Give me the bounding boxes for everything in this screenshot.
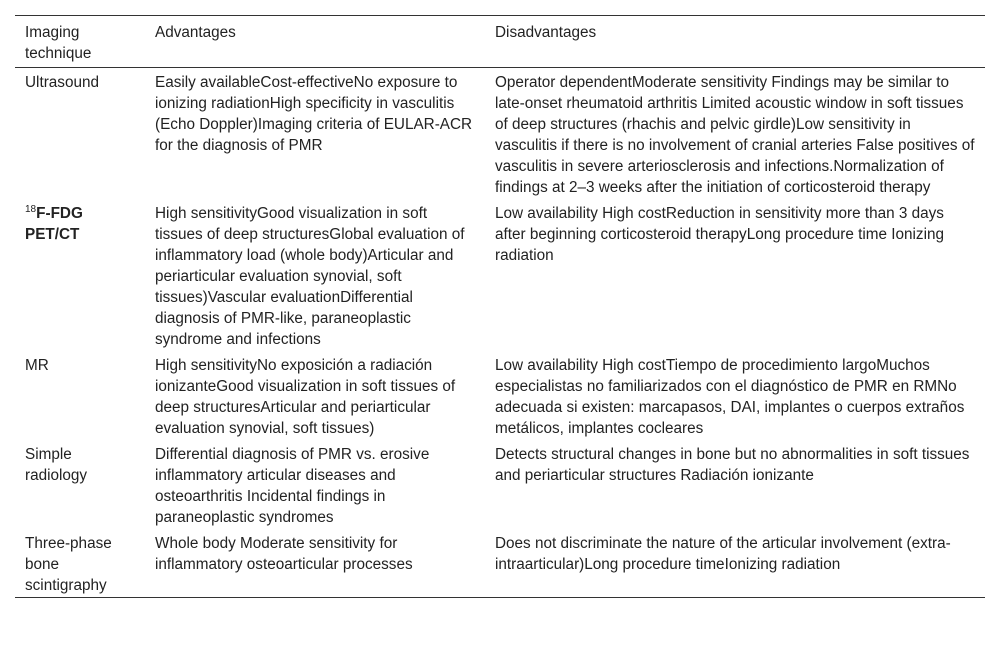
table-row bbox=[15, 68, 985, 200]
imaging-comparison-table bbox=[15, 15, 985, 598]
header-row bbox=[15, 16, 985, 68]
technique-cell bbox=[15, 199, 145, 351]
table-row bbox=[15, 351, 985, 440]
technique-cell: MR bbox=[25, 357, 49, 374]
disadvantages-cell: Low availability High costReduction in sensitivity more than 3 days after beginning corticosteroid therapyLong procedure time Ionizing radiation bbox=[495, 205, 944, 264]
header-technique: Imaging technique bbox=[25, 24, 92, 62]
technique-cell: Three-phase bone scintigraphy bbox=[25, 535, 112, 594]
disadvantages-cell: Does not discriminate the nature of the articular involvement (extra-intraarticular)Long procedure timeIonizing radiation bbox=[495, 535, 951, 573]
disadvantages-cell: Operator dependentModerate sensitivity Findings may be similar to late-onset rheumatoid arthritis Limited acoustic window in soft tissues of deep structures (rhachis and pelvic girdle)Low sensitivity in vasculitis if there is no involvement of cranial arteries False positives of vasculitis in severe arteriosclerosis and infections.Normalization of findings at 2–3 weeks after the initiation of corticosteroid therapy bbox=[495, 74, 975, 196]
disadvantages-cell: Detects structural changes in bone but no abnormalities in soft tissues and periarticular structures Radiación ionizante bbox=[495, 446, 970, 484]
header-advantages: Advantages bbox=[155, 24, 236, 41]
advantages-cell: Differential diagnosis of PMR vs. erosive inflammatory articular diseases and osteoarthritis Incidental findings in paraneoplastic syndromes bbox=[155, 446, 430, 526]
advantages-cell: Whole body Moderate sensitivity for inflammatory osteoarticular processes bbox=[155, 535, 413, 573]
technique-cell: Ultrasound bbox=[25, 74, 99, 91]
table-row bbox=[15, 440, 985, 529]
advantages-cell: High sensitivityNo exposición a radiación ionizanteGood visualization in soft tissues of deep structuresArticular and periarticular evaluation synovial, soft tissues) bbox=[155, 357, 456, 437]
table-row bbox=[15, 199, 985, 351]
advantages-cell: High sensitivityGood visualization in soft tissues of deep structuresGlobal evaluation of inflammatory load (whole body)Articular and periarticular evaluation synovial, soft tissues)Vascular evaluationDifferential diagnosis of PMR-like, paraneoplastic syndrome and infections bbox=[155, 205, 465, 348]
technique-name: F-FDG PET/CT bbox=[25, 205, 83, 243]
isotope-superscript: 18 bbox=[25, 203, 37, 215]
disadvantages-cell: Low availability High costTiempo de procedimiento largoMuchos especialistas no familiarizados con el diagnóstico de PMR en RMNo adecuada si existen: marcapasos, DAI, implantes o cuerpos extraños metálicos, implantes cocleares bbox=[495, 357, 965, 437]
table-row bbox=[15, 529, 985, 598]
technique-cell: Simple radiology bbox=[25, 446, 88, 484]
header-disadvantages: Disadvantages bbox=[495, 24, 597, 41]
advantages-cell: Easily availableCost-effectiveNo exposure to ionizing radiationHigh specificity in vasculitis (Echo Doppler)Imaging criteria of EULAR-ACR for the diagnosis of PMR bbox=[155, 74, 473, 154]
